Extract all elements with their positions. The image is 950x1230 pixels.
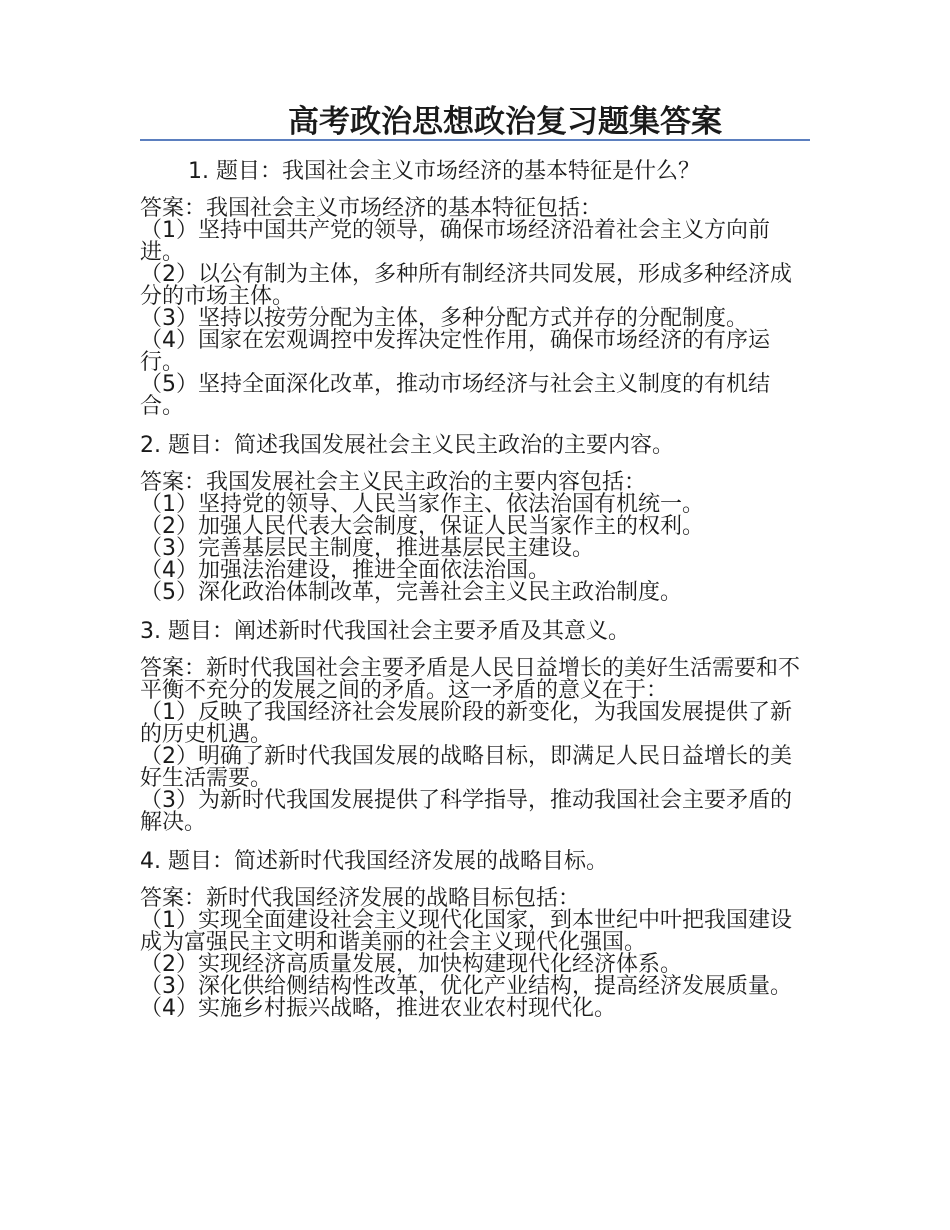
answer-1-item: （4）国家在宏观调控中发挥决定性作用，确保市场经济的有序运行。: [140, 328, 770, 375]
answer-1-item: （2）以公有制为主体，多种所有制经济共同发展，形成多种经济成分的市场主体。: [140, 262, 792, 309]
answer-2-item: （5）深化政治体制改革，完善社会主义民主政治制度。: [140, 580, 682, 605]
question-1-text: 1. 题目：我国社会主义市场经济的基本特征是什么？: [188, 159, 700, 184]
answer-1: [140, 198, 810, 418]
document-content: [140, 152, 810, 1028]
answer-3-item: （1）反映了我国经济社会发展阶段的新变化，为我国发展提供了新的历史机遇。: [140, 700, 792, 747]
document-title: 高考政治思想政治复习题集答案: [288, 104, 722, 140]
answer-2-item: （4）加强法治建设，推进全面依法治国。: [140, 558, 550, 583]
answer-2-item: （2）加强人民代表大会制度，保证人民当家作主的权利。: [140, 514, 704, 539]
question-block-1: [140, 152, 810, 418]
answer-2-intro: 答案：我国发展社会主义民主政治的主要内容包括：: [140, 470, 647, 495]
answer-4-item: （2）实现经济高质量发展，加快构建现代化经济体系。: [140, 952, 682, 977]
answer-2-item: （1）坚持党的领导、人民当家作主、依法治国有机统一。: [140, 492, 704, 517]
answer-4-item: （4）实施乡村振兴战略，推进农业农村现代化。: [140, 996, 616, 1021]
answer-4-item: （3）深化供给侧结构性改革，优化产业结构，提高经济发展质量。: [140, 974, 792, 999]
answer-1-intro: 答案：我国社会主义市场经济的基本特征包括：: [140, 196, 603, 221]
answer-3: [140, 658, 810, 834]
answer-3-item: （3）为新时代我国发展提供了科学指导，推动我国社会主要矛盾的解决。: [140, 788, 792, 835]
answer-2: [140, 472, 810, 604]
question-2-text: 2. 题目：简述我国发展社会主义民主政治的主要内容。: [140, 433, 674, 458]
answer-4: [140, 888, 810, 1020]
question-block-2: [140, 426, 810, 604]
answer-4-item: （1）实现全面建设社会主义现代化国家，到本世纪中叶把我国建设成为富强民主文明和谐美丽的社会主义现代化强国。: [140, 908, 792, 955]
answer-4-intro: 答案：新时代我国经济发展的战略目标包括：: [140, 886, 581, 911]
question-block-3: [140, 612, 810, 834]
answer-3-item: （2）明确了新时代我国发展的战略目标，即满足人民日益增长的美好生活需要。: [140, 744, 792, 791]
title-underline: [140, 139, 810, 141]
question-3-text: 3. 题目：阐述新时代我国社会主要矛盾及其意义。: [140, 619, 630, 644]
answer-1-item: （3）坚持以按劳分配为主体，多种分配方式并存的分配制度。: [140, 306, 748, 331]
question-4-text: 4. 题目：简述新时代我国经济发展的战略目标。: [140, 849, 608, 874]
question-block-4: [140, 842, 810, 1020]
answer-3-intro: 答案：新时代我国社会主要矛盾是人民日益增长的美好生活需要和不平衡不充分的发展之间的矛盾。这一矛盾的意义在于：: [140, 656, 801, 703]
answer-2-item: （3）完善基层民主制度，推进基层民主建设。: [140, 536, 594, 561]
answer-1-item: （5）坚持全面深化改革，推动市场经济与社会主义制度的有机结合。: [140, 372, 770, 419]
answer-1-item: （1）坚持中国共产党的领导，确保市场经济沿着社会主义方向前进。: [140, 218, 770, 265]
